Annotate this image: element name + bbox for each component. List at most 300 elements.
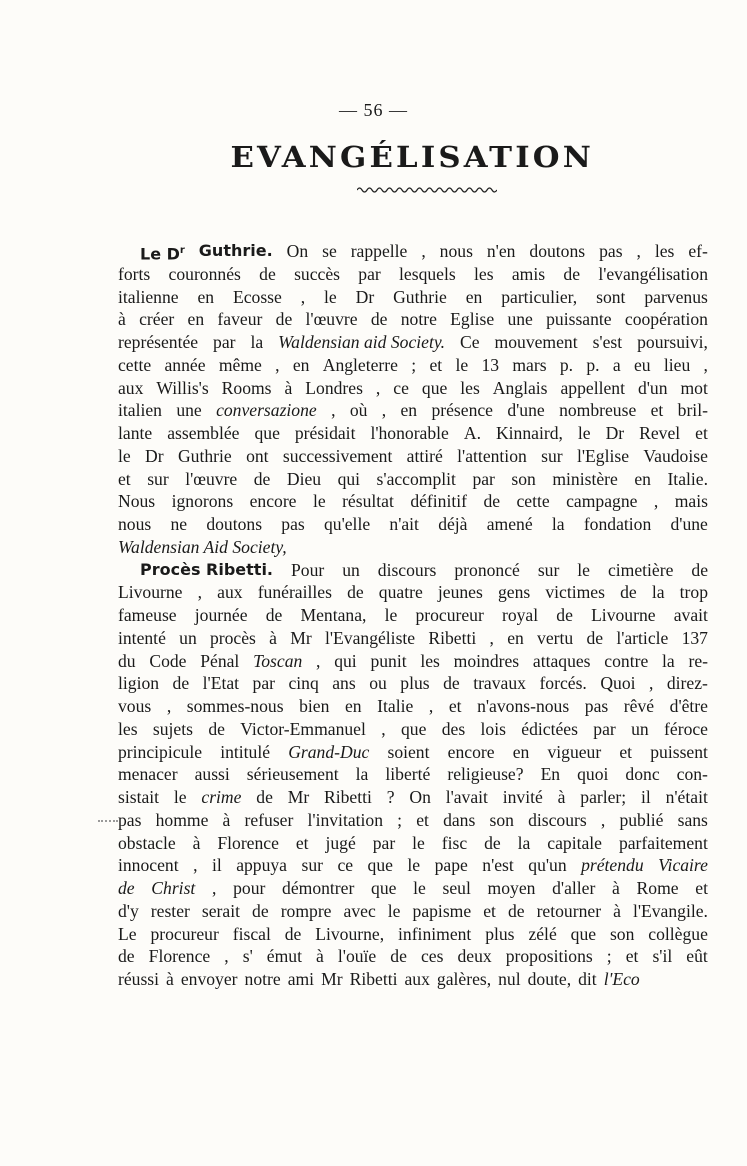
- word: ,: [275, 354, 280, 375]
- word: retourner: [536, 900, 602, 921]
- word: Mr: [287, 787, 310, 807]
- word: à: [557, 787, 566, 807]
- word: présence: [431, 400, 493, 421]
- word: jeunes: [437, 582, 483, 603]
- text-line: [118, 968, 708, 991]
- word: l'œuvre: [305, 309, 358, 330]
- word: Nous: [118, 491, 156, 512]
- word: Livourne,: [315, 923, 385, 944]
- word: et: [429, 354, 443, 375]
- text-line: [118, 923, 708, 946]
- word: royal: [501, 605, 539, 625]
- margin-mark: [98, 820, 118, 824]
- word: dit: [578, 969, 597, 989]
- word: les: [654, 241, 675, 261]
- word: son: [489, 809, 514, 830]
- word: le: [384, 605, 398, 625]
- word: de: [208, 718, 225, 739]
- word: Grand-Duc: [288, 741, 370, 762]
- word: moyen: [487, 878, 536, 898]
- word: s': [242, 946, 253, 967]
- word: qu'elle: [323, 514, 371, 534]
- word: sont: [596, 286, 626, 307]
- word: doutons: [529, 241, 586, 261]
- word: les: [474, 263, 494, 284]
- word: de: [443, 673, 460, 694]
- text-line: [118, 399, 708, 422]
- text-line: [118, 536, 708, 559]
- word: d'une: [507, 400, 545, 421]
- word: le: [324, 286, 337, 307]
- word: et: [695, 423, 708, 443]
- word: ,: [381, 718, 386, 739]
- body-text: [118, 240, 708, 991]
- word: de: [370, 309, 388, 330]
- text-line: [118, 331, 708, 354]
- word: son: [609, 923, 635, 944]
- word: représentée: [118, 332, 199, 352]
- word: ;: [411, 354, 417, 375]
- text-line: [118, 877, 708, 900]
- word: moindres: [453, 650, 520, 671]
- word: re-: [688, 650, 708, 671]
- word: ,: [331, 400, 336, 421]
- word: l'Eglise: [577, 445, 630, 466]
- word: trop: [679, 582, 708, 603]
- word: Vicaire: [658, 855, 708, 876]
- word: à: [316, 946, 324, 967]
- word: dans: [443, 809, 476, 830]
- word: le: [412, 832, 425, 853]
- word: ,: [316, 650, 321, 671]
- word: Angleterre: [322, 354, 398, 375]
- word: procureur: [415, 605, 484, 625]
- word: Mentana,: [300, 605, 367, 625]
- text-line: [118, 741, 708, 764]
- word: mouvement: [494, 332, 578, 352]
- word: Pour: [290, 559, 325, 580]
- word: à: [612, 878, 620, 898]
- word: fiscal: [232, 923, 271, 944]
- word: bril-: [677, 400, 708, 421]
- word: à: [118, 309, 126, 330]
- word: l'evangélisation: [598, 263, 708, 284]
- word: propositions: [505, 946, 593, 967]
- word: d'aller: [552, 878, 596, 898]
- word: En: [540, 764, 561, 785]
- text-line: [118, 490, 708, 513]
- word: Waldensian Aid Society,: [118, 536, 287, 557]
- word: pour: [233, 878, 266, 898]
- word: qu'un: [528, 855, 567, 876]
- word: 13: [481, 354, 500, 375]
- word: le: [173, 787, 187, 807]
- word: le: [387, 900, 401, 921]
- word: Ce: [460, 332, 480, 352]
- word: de: [265, 605, 283, 625]
- word: soient: [387, 741, 430, 762]
- word: que: [570, 923, 597, 944]
- word: n'ait: [389, 514, 419, 534]
- word: ?: [386, 787, 395, 807]
- word: et: [416, 809, 429, 830]
- word: Procès Ribetti.: [140, 559, 274, 579]
- page-title: EVANGÉLISATION: [230, 140, 594, 174]
- word: le: [577, 559, 590, 580]
- word: n'est: [482, 855, 514, 876]
- word: Revel: [639, 423, 681, 443]
- word: parfaitement: [618, 832, 708, 853]
- text-line: [118, 718, 708, 741]
- word: présidait: [294, 423, 356, 443]
- word: de: [484, 832, 501, 853]
- word: nombreuse: [559, 400, 637, 421]
- text-line: [118, 604, 708, 627]
- text-line: [118, 650, 708, 673]
- word: pas: [281, 514, 305, 534]
- word: la: [551, 514, 565, 534]
- word: de: [256, 787, 273, 807]
- word: pape: [434, 855, 468, 876]
- word: un: [179, 627, 197, 648]
- word: Ribetti: [349, 969, 398, 989]
- word: il: [211, 855, 222, 876]
- word: ,: [600, 809, 606, 830]
- word: la: [651, 582, 665, 603]
- word: Willis's: [156, 377, 209, 398]
- word: ont: [246, 445, 269, 466]
- page-number: — 56 —: [339, 100, 408, 120]
- word: de: [347, 582, 364, 603]
- word: Dr: [605, 423, 625, 443]
- word: jugé: [325, 832, 356, 853]
- word: et: [295, 832, 309, 853]
- text-line: [118, 263, 708, 286]
- word: et: [619, 741, 633, 762]
- word: le: [118, 445, 131, 466]
- word: gens: [497, 582, 531, 603]
- word: de: [390, 946, 407, 967]
- text-line: [118, 786, 708, 809]
- word: innocent: [118, 855, 179, 876]
- word: ne: [170, 514, 188, 534]
- word: homme: [155, 809, 209, 830]
- word: Florence: [148, 946, 211, 967]
- word: l'honorable: [370, 423, 449, 443]
- word: son: [511, 468, 536, 489]
- paragraph: [118, 240, 708, 559]
- word: poursuivi,: [637, 332, 708, 352]
- word: rester: [150, 900, 190, 921]
- word: Ribetti: [324, 787, 372, 807]
- word: Guthrie: [393, 286, 447, 307]
- word: sistait: [118, 787, 160, 807]
- word: p.: [586, 354, 600, 375]
- word: en: [187, 309, 205, 330]
- word: p.: [559, 354, 574, 375]
- word: ,: [489, 627, 494, 648]
- word: aussi: [194, 764, 230, 785]
- word: à: [222, 809, 231, 830]
- word: à: [192, 832, 201, 853]
- word: Livourne: [591, 605, 656, 625]
- word: par: [472, 468, 495, 489]
- word: infiniment: [398, 923, 472, 944]
- word: le: [407, 855, 421, 876]
- text-line: [118, 945, 708, 968]
- word: ,: [224, 946, 229, 967]
- word: d'une: [670, 514, 708, 534]
- word: de: [118, 878, 135, 898]
- word: l'œuvre: [185, 468, 238, 489]
- word: l'avait: [445, 787, 488, 807]
- word: contre: [604, 650, 649, 671]
- word: envoyer: [180, 969, 238, 989]
- word: serait: [201, 900, 241, 921]
- word: lieu: [663, 354, 691, 375]
- word: Dr: [145, 445, 164, 466]
- word: d'y: [118, 900, 139, 921]
- word: en: [512, 741, 530, 762]
- word: déjà: [438, 514, 468, 534]
- word: en: [634, 468, 651, 489]
- text-line: [118, 559, 708, 582]
- word: notre: [244, 969, 281, 989]
- word: Guthrie.: [198, 241, 273, 260]
- word: où: [349, 400, 368, 421]
- word: quoi: [577, 764, 609, 785]
- word: nul: [498, 969, 521, 989]
- word: ,: [197, 582, 203, 603]
- word: que: [371, 878, 397, 898]
- word: par: [252, 673, 275, 694]
- word: coopération: [624, 309, 708, 330]
- word: l'invitation: [307, 809, 384, 830]
- word: ce: [393, 377, 409, 398]
- word: sur: [541, 445, 563, 466]
- word: ligion: [118, 673, 160, 694]
- word: ,: [166, 696, 172, 716]
- text-line: [118, 581, 708, 604]
- text-line: [118, 900, 708, 923]
- word: à: [166, 969, 174, 989]
- word: Rome: [636, 878, 679, 898]
- text-line: [118, 308, 708, 331]
- word: l'attention: [457, 445, 527, 466]
- word: liberté: [385, 764, 431, 785]
- word: couronnés: [168, 263, 241, 284]
- word: italien: [118, 400, 162, 421]
- word: de: [252, 900, 269, 921]
- word: Guthrie: [177, 445, 232, 466]
- word: collègue: [648, 923, 708, 944]
- word: et: [695, 878, 708, 898]
- word: ignorons: [171, 491, 234, 512]
- word: a: [612, 354, 621, 375]
- word: nous: [118, 514, 152, 534]
- word: mais: [674, 491, 708, 512]
- word: parvenus: [644, 286, 708, 307]
- word: Kinnaird,: [495, 423, 563, 443]
- word: vigueur: [547, 741, 602, 762]
- paragraph: [118, 559, 708, 991]
- word: de: [556, 605, 573, 625]
- word: Italie.: [667, 468, 708, 489]
- word: l'Eco: [603, 969, 640, 989]
- word: assemblée: [167, 423, 240, 443]
- word: appellent: [560, 377, 625, 398]
- word: On: [409, 787, 431, 807]
- word: Victor-Emmanuel: [240, 718, 366, 739]
- word: à: [284, 377, 293, 398]
- word: campagne: [566, 491, 638, 512]
- word: italienne: [118, 286, 179, 307]
- word: il: [641, 787, 651, 807]
- word: mot: [680, 377, 708, 398]
- word: procureur: [150, 923, 219, 944]
- word: Italie: [377, 696, 414, 716]
- word: galères,: [436, 969, 492, 989]
- word: ,: [212, 878, 217, 898]
- word: fisc: [441, 832, 468, 853]
- word: le: [577, 423, 591, 443]
- word: de: [275, 309, 293, 330]
- word: en: [197, 286, 215, 307]
- word: créer: [139, 309, 175, 330]
- word: lesquels: [399, 263, 456, 284]
- word: pas: [584, 696, 609, 716]
- word: de: [620, 582, 637, 603]
- word: ,: [375, 377, 381, 398]
- word: même: [218, 354, 262, 375]
- word: journée: [194, 605, 248, 625]
- word: démontrer: [282, 878, 355, 898]
- word: rappelle: [350, 241, 408, 261]
- word: notre: [400, 309, 437, 330]
- word: refuser: [244, 809, 294, 830]
- word: ,: [421, 241, 426, 261]
- word: cette: [516, 491, 550, 512]
- word: quatre: [378, 582, 423, 603]
- word: aux: [404, 969, 430, 989]
- word: une: [507, 309, 533, 330]
- word: réussi: [118, 969, 160, 989]
- word: un: [631, 718, 649, 739]
- word: funérailles: [257, 582, 332, 603]
- text-line: [118, 809, 708, 832]
- word: Le: [118, 923, 137, 944]
- word: travaux: [473, 673, 526, 694]
- word: se: [322, 241, 337, 261]
- word: Mr: [290, 627, 312, 648]
- word: édictées: [521, 718, 578, 739]
- word: un: [342, 559, 360, 580]
- word: A.: [463, 423, 481, 443]
- word: Livourne: [118, 582, 183, 603]
- superscript: r: [179, 245, 185, 256]
- word: fondation: [583, 514, 652, 534]
- word: prétendu: [581, 855, 644, 876]
- word: par: [372, 832, 396, 853]
- word: l'Evangéliste: [324, 627, 416, 648]
- word: crime: [201, 787, 242, 807]
- word: forcés.: [539, 673, 587, 694]
- word: d'être: [669, 696, 708, 716]
- word: attaques: [532, 650, 591, 671]
- word: plus: [400, 673, 430, 694]
- word: ;: [606, 946, 612, 967]
- word: n'était: [665, 787, 708, 807]
- word: de: [253, 468, 271, 489]
- word: ,: [381, 400, 387, 421]
- word: ce: [337, 855, 354, 876]
- word: conversazione: [216, 400, 317, 421]
- word: religieuse?: [447, 764, 524, 785]
- word: procès: [209, 627, 256, 648]
- word: particulier,: [501, 286, 578, 307]
- word: Ribetti: [428, 627, 477, 648]
- word: en: [292, 354, 310, 375]
- word: par: [358, 263, 381, 284]
- word: féroce: [664, 718, 708, 739]
- word: ef-: [688, 241, 708, 261]
- word: vous: [118, 696, 152, 716]
- word: le: [413, 878, 426, 898]
- word: et: [625, 946, 639, 967]
- word: rêvé: [623, 696, 655, 716]
- word: et: [650, 400, 664, 421]
- word: successivement: [282, 445, 393, 466]
- word: de: [483, 491, 501, 512]
- wavy-rule-ornament: [357, 186, 497, 194]
- word: con-: [676, 764, 708, 785]
- word: de: [284, 923, 302, 944]
- text-line: [118, 627, 708, 650]
- word: attiré: [406, 445, 443, 466]
- word: punit: [370, 650, 407, 671]
- word: Londres: [305, 377, 363, 398]
- word: la: [250, 332, 264, 352]
- word: prononcé: [454, 559, 520, 580]
- word: et: [448, 696, 462, 716]
- word: Pénal: [200, 650, 240, 671]
- word: l'Evangile.: [632, 900, 708, 921]
- word: sommes-nous: [186, 696, 284, 716]
- word: en: [507, 627, 524, 648]
- word: par: [213, 332, 236, 352]
- word: puissante: [546, 309, 612, 330]
- word: qui: [337, 468, 361, 489]
- word: ans: [332, 673, 356, 694]
- word: bien: [299, 696, 330, 716]
- word: Rooms: [221, 377, 272, 398]
- text-line: [118, 513, 708, 536]
- word: en: [465, 286, 483, 307]
- word: résultat: [342, 491, 394, 512]
- word: Ecosse: [232, 286, 282, 307]
- word: et: [118, 468, 131, 489]
- word: à: [613, 900, 621, 921]
- word: de: [172, 673, 190, 694]
- word: le: [455, 354, 469, 375]
- word: n'en: [486, 241, 516, 261]
- word: doutons: [206, 514, 263, 534]
- word: en: [400, 400, 418, 421]
- word: direz-: [666, 673, 708, 694]
- word: année: [164, 354, 206, 375]
- word: papisme: [412, 900, 472, 921]
- word: que: [421, 377, 448, 398]
